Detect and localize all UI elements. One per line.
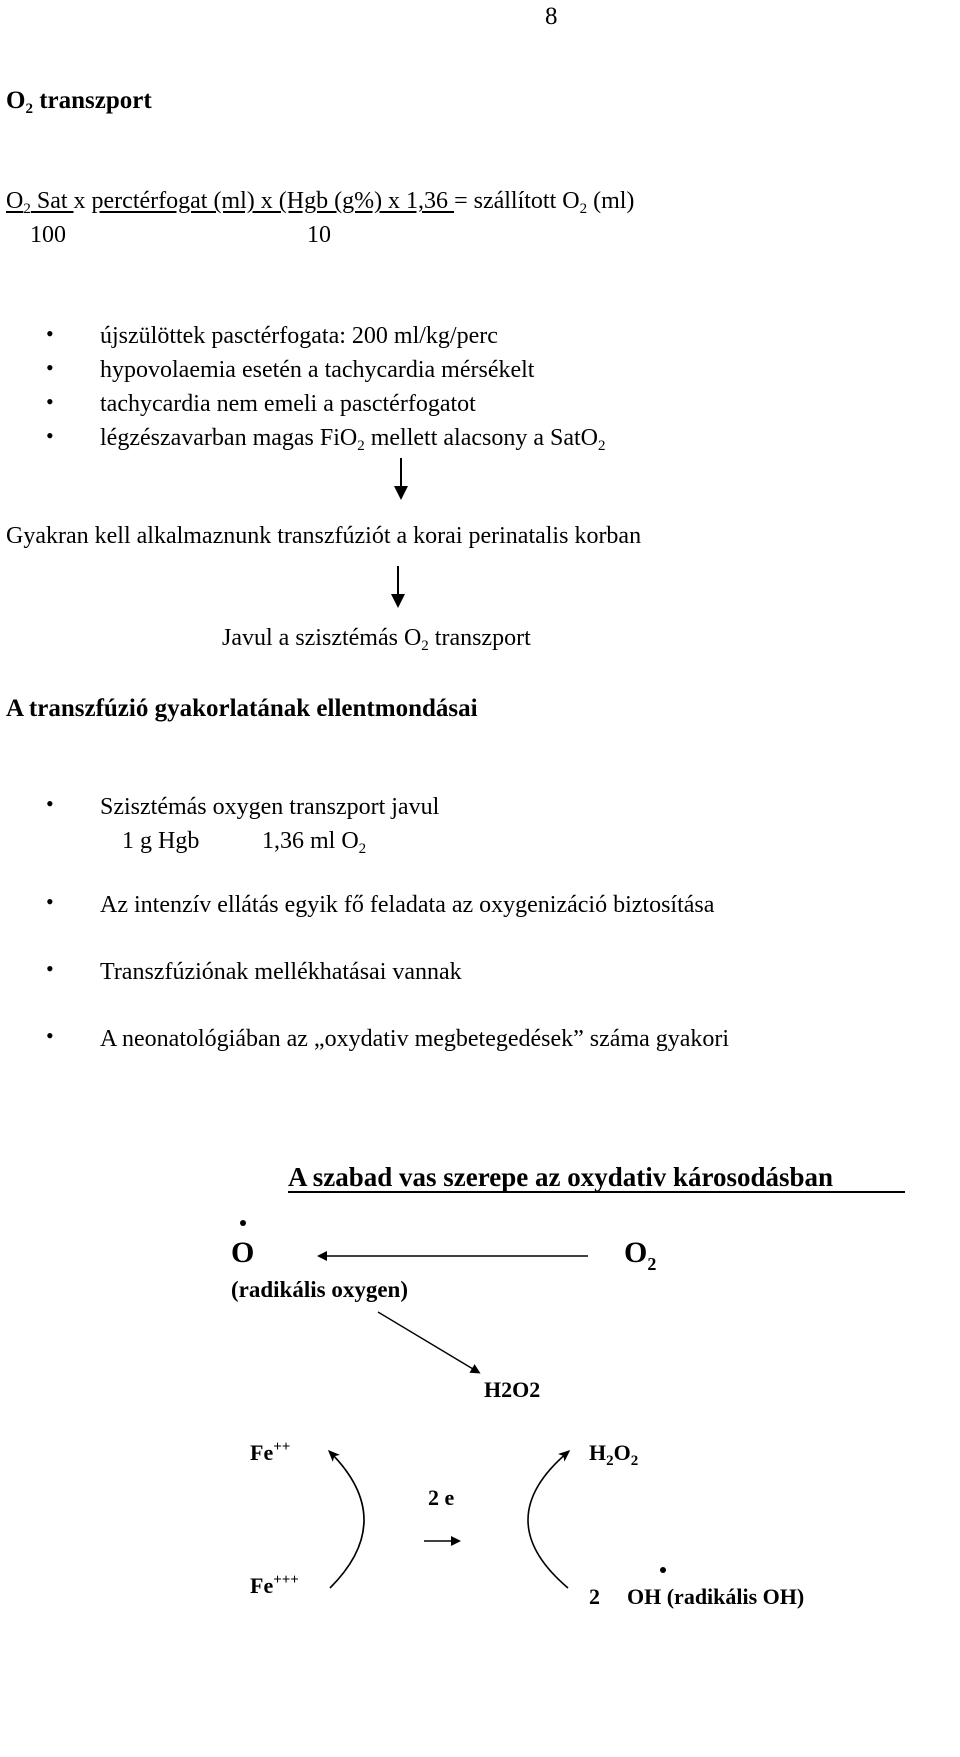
curved-arrow-icon	[330, 1452, 364, 1588]
formula-result-sub: 2	[579, 201, 588, 217]
formula-denominator-10: 10	[307, 222, 331, 248]
radical-dot	[660, 1567, 666, 1573]
hgb-o2-ml: 1,36 ml $O_2$	[262, 828, 367, 857]
heading-sub: 2	[25, 101, 33, 117]
oxygen-molecule: $O_2$	[624, 1236, 657, 1274]
ferric-iron: Fe+++	[250, 1572, 299, 1598]
systemic-transport-line: Javul a szisztémás $O_2$ transzport	[222, 625, 531, 654]
hydrogen-peroxide-right: $H_2O_2$	[589, 1440, 639, 1469]
bullet-dot: •	[46, 423, 54, 448]
list-item: újszülöttek pasctérfogata: 200 ml/kg/perc	[100, 323, 498, 349]
bullet-dot: •	[46, 389, 54, 414]
formula-denominator-100: 100	[30, 222, 66, 248]
curved-arrow-icon	[528, 1452, 568, 1588]
ferrous-iron: Fe++	[250, 1439, 291, 1465]
hydroxyl-radical-label: OH (radikális OH)	[627, 1584, 805, 1609]
list-item: légzészavarban magas FiO$_2$ mellett alacsony a SatO$_2$	[100, 425, 606, 454]
heading-o: O	[6, 87, 26, 114]
list-item: tachycardia nem emeli a pasctérfogatot	[100, 391, 476, 417]
page-number: 8	[545, 3, 558, 30]
section-heading-transfusion-contradictions: A transzfúzió gyakorlatának ellentmondásai	[6, 695, 478, 722]
formula-result: = szállított O	[454, 188, 580, 214]
down-arrow-icon	[391, 566, 405, 608]
bullet-dot: •	[46, 321, 54, 346]
formula-x: x	[73, 188, 92, 214]
radical-dot	[240, 1220, 246, 1226]
bullet-dot: •	[46, 889, 54, 914]
formula-perc: perctérfogat (ml) x (Hgb (g%) x 1,36	[91, 188, 455, 214]
bullet-dot: •	[46, 956, 54, 981]
down-arrow-icon	[394, 458, 408, 500]
formula-o2sat: $O_2$ Sat	[6, 188, 74, 217]
bullet-dot: •	[46, 1023, 54, 1048]
bullet-dot: •	[46, 791, 54, 816]
list-item: Az intenzív ellátás egyik fő feladata az oxygenizáció biztosítása	[100, 892, 715, 918]
radical-oxygen-label: (radikális oxygen)	[231, 1277, 408, 1302]
list-item: Szisztémás oxygen transzport javul	[100, 794, 440, 820]
hgb-gram: 1 g Hgb	[122, 828, 200, 854]
transfusion-needed-line: Gyakran kell alkalmaznunk transzfúziót a korai perinatalis korban	[6, 523, 642, 549]
formula-unit: (ml)	[587, 188, 635, 214]
figure-title: A szabad vas szerepe az oxydativ károsodásban	[288, 1162, 834, 1192]
list-item: A neonatológiában az „oxydativ megbetegedések” száma gyakori	[100, 1026, 730, 1052]
list-item: hypovolaemia esetén a tachycardia mérsékelt	[100, 357, 535, 383]
diagonal-arrow-icon	[378, 1312, 478, 1372]
hydrogen-peroxide-top: H2O2	[484, 1377, 541, 1402]
list-item: Transzfúziónak mellékhatásai vannak	[100, 959, 462, 985]
radical-oxygen-symbol: O	[231, 1236, 255, 1269]
bullet-dot: •	[46, 355, 54, 380]
hydroxyl-coefficient: 2	[589, 1584, 600, 1609]
electron-transfer-label: 2 e	[428, 1485, 455, 1510]
heading-suffix: transzport	[32, 87, 152, 114]
